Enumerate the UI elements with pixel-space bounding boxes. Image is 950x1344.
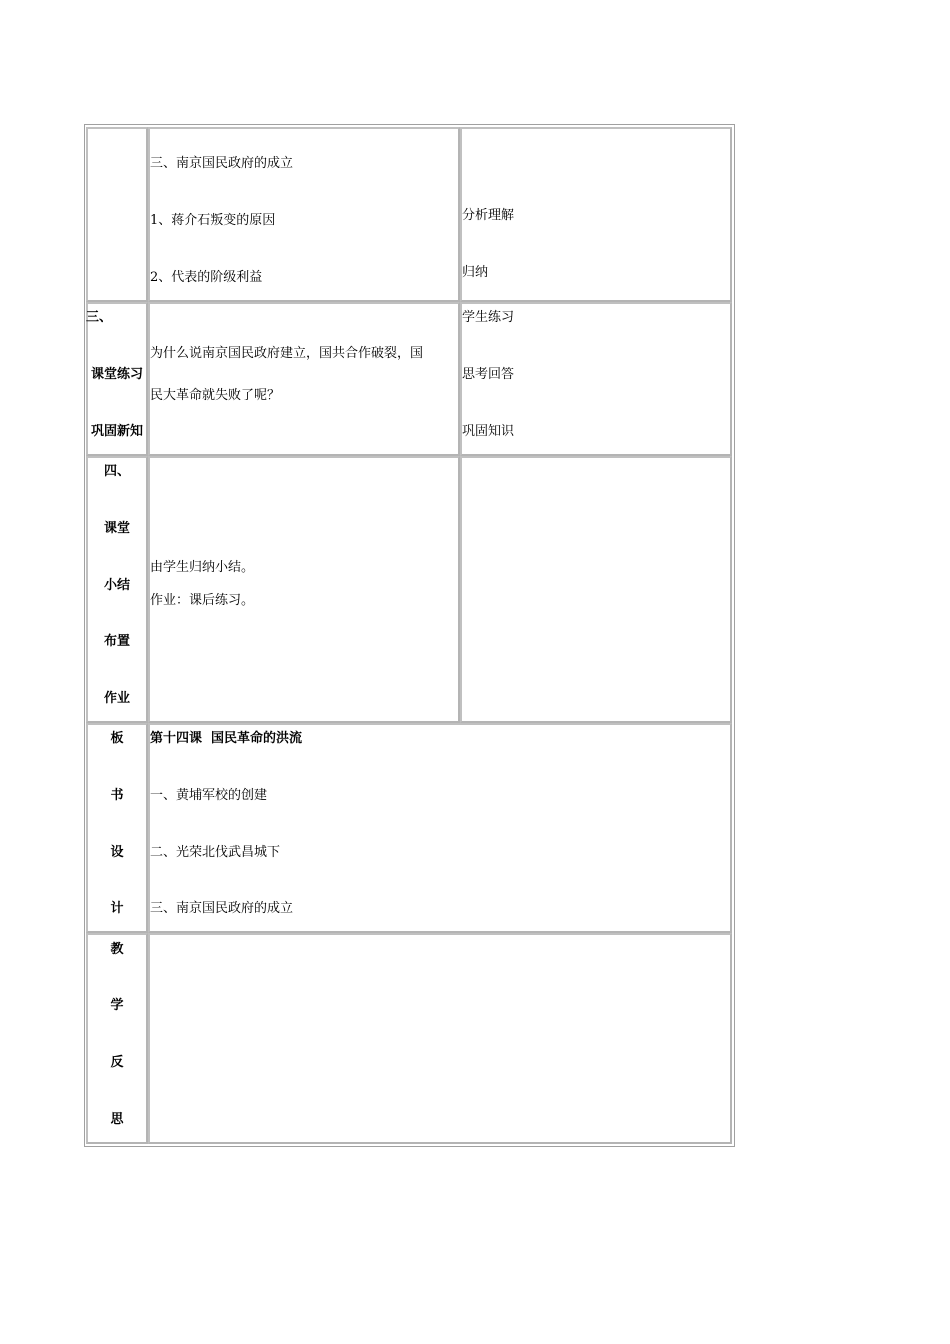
row4-label-line: 设	[110, 845, 124, 860]
row4-label-line: 板	[110, 731, 124, 746]
row4-label-line: 计	[110, 901, 124, 916]
row1-label-cell	[86, 127, 148, 302]
row1-content-line: 1、蒋介石叛变的原因	[150, 213, 276, 228]
row4-label-line: 书	[110, 788, 124, 803]
row3-label-line: 课堂	[103, 521, 130, 536]
row2-question-line: 为什么说南京国民政府建立，国共合作破裂，国	[150, 346, 424, 361]
row3-activity-cell	[460, 456, 732, 723]
row3-summary-line: 由学生归纳小结。	[150, 560, 255, 575]
row5-content-cell	[148, 933, 732, 1144]
row1-content-line: 三、南京国民政府的成立	[150, 156, 294, 171]
row2-question-line: 民大革命就失败了呢？	[150, 388, 281, 403]
row5-label-line: 思	[110, 1112, 124, 1127]
row3-label-line: 作业	[103, 691, 130, 706]
row2-label-line: 三、	[86, 310, 113, 325]
row1-activity-line: 分析理解	[462, 208, 515, 223]
row3-label-line: 小结	[103, 578, 130, 593]
row2-activity-line: 思考回答	[462, 367, 515, 382]
row5-label-line: 学	[110, 998, 124, 1013]
row2-activity-line: 巩固知识	[462, 424, 515, 439]
row5-label-line: 反	[110, 1055, 124, 1070]
row5-label-line: 教	[110, 942, 124, 957]
row1-activity-line: 归纳	[462, 265, 489, 280]
board-title: 第十四课 国民革命的洪流	[150, 731, 303, 746]
row2-content-cell	[148, 302, 460, 456]
board-item: 二、光荣北伐武昌城下	[150, 845, 281, 860]
row3-label-line: 布置	[103, 634, 130, 649]
board-item: 一、黄埔军校的创建	[150, 788, 268, 803]
row3-content-cell	[148, 456, 460, 723]
row1-content-line: 2、代表的阶级利益	[150, 270, 263, 285]
row3-homework-line: 作业：课后练习。	[150, 593, 255, 608]
row2-label-line: 巩固新知	[90, 424, 143, 439]
board-item: 三、南京国民政府的成立	[150, 901, 294, 916]
row2-label-line: 课堂练习	[90, 367, 143, 382]
row3-label-line: 四、	[103, 464, 130, 479]
row2-activity-line: 学生练习	[462, 310, 515, 325]
